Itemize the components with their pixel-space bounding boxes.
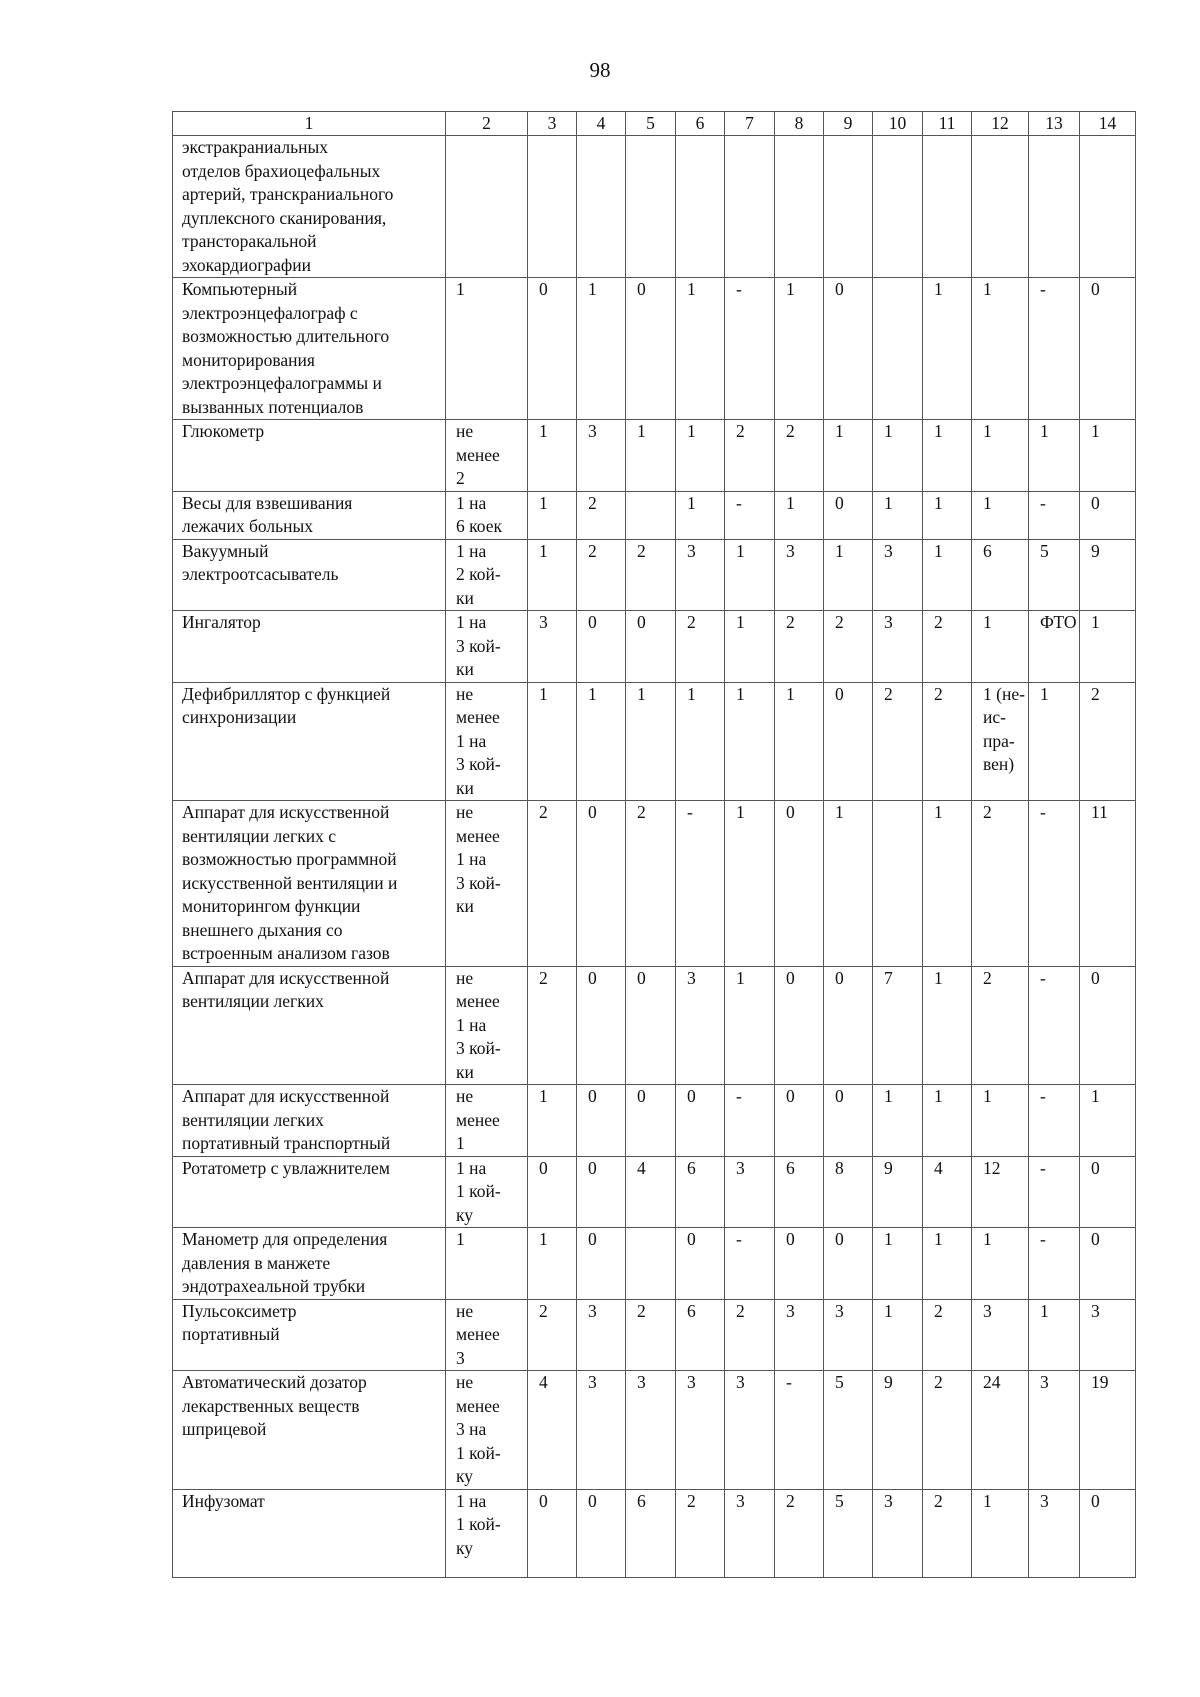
count-cell-col-8: 3 <box>775 539 824 611</box>
norm-cell <box>446 136 528 278</box>
count-cell-col-14: 0 <box>1080 966 1136 1085</box>
count-cell-col-7: 1 <box>725 966 775 1085</box>
count-cell-col-13 <box>1029 136 1080 278</box>
count-cell-col-6: 1 <box>676 420 725 492</box>
count-cell-col-8: 2 <box>775 420 824 492</box>
count-cell-col-7: - <box>725 491 775 539</box>
count-cell-col-7: 1 <box>725 539 775 611</box>
count-cell-col-11: 1 <box>923 1085 972 1157</box>
count-cell-col-4: 0 <box>577 1228 626 1300</box>
count-cell-col-4: 0 <box>577 801 626 967</box>
count-cell-col-12: 6 <box>972 539 1029 611</box>
count-cell-col-9: 0 <box>824 1228 873 1300</box>
count-cell-col-12: 1 <box>972 1228 1029 1300</box>
count-cell-col-14: 2 <box>1080 682 1136 801</box>
count-cell-col-3: 2 <box>528 966 577 1085</box>
count-cell-col-4 <box>577 136 626 278</box>
count-cell-col-11: 2 <box>923 611 972 683</box>
count-cell-col-4: 0 <box>577 1489 626 1577</box>
count-cell-col-6: 6 <box>676 1299 725 1371</box>
count-cell-col-11: 1 <box>923 278 972 420</box>
count-cell-col-4: 0 <box>577 966 626 1085</box>
count-cell-col-14 <box>1080 136 1136 278</box>
count-cell-col-13: 1 <box>1029 1299 1080 1371</box>
equipment-name-cell: Дефибриллятор с функцией синхронизации <box>173 682 446 801</box>
count-cell-col-6 <box>676 136 725 278</box>
count-cell-col-10: 9 <box>873 1371 923 1490</box>
equipment-name-cell: экстракраниальных отделов брахиоцефальных артерий, транскраниального дуплексного сканирования, трансторакальной эхокардиографии <box>173 136 446 278</box>
count-cell-col-11: 1 <box>923 966 972 1085</box>
count-cell-col-12: 3 <box>972 1299 1029 1371</box>
count-cell-col-12: 1 <box>972 1489 1029 1577</box>
count-cell-col-5: 0 <box>626 278 676 420</box>
count-cell-col-7: 3 <box>725 1489 775 1577</box>
count-cell-col-8: 0 <box>775 1228 824 1300</box>
count-cell-col-4: 1 <box>577 278 626 420</box>
count-cell-col-6: 0 <box>676 1085 725 1157</box>
norm-cell: 1 на 6 коек <box>446 491 528 539</box>
table-header-row <box>173 112 1136 136</box>
count-cell-col-7: - <box>725 1228 775 1300</box>
column-header-3: 3 <box>528 112 577 136</box>
count-cell-col-6: 3 <box>676 966 725 1085</box>
count-cell-col-11: 4 <box>923 1156 972 1228</box>
count-cell-col-11: 2 <box>923 1371 972 1490</box>
table-row <box>173 1299 1136 1371</box>
table-body <box>173 112 1136 1578</box>
table-row <box>173 491 1136 539</box>
count-cell-col-6: 2 <box>676 611 725 683</box>
count-cell-col-10: 3 <box>873 1489 923 1577</box>
table-row <box>173 801 1136 967</box>
count-cell-col-10: 7 <box>873 966 923 1085</box>
table-row <box>173 1085 1136 1157</box>
count-cell-col-12: 1 <box>972 1085 1029 1157</box>
count-cell-col-3: 1 <box>528 1085 577 1157</box>
equipment-name-cell: Весы для взвешивания лежачих больных <box>173 491 446 539</box>
count-cell-col-4: 3 <box>577 1299 626 1371</box>
column-header-13: 13 <box>1029 112 1080 136</box>
norm-cell: 1 на 2 кой- ки <box>446 539 528 611</box>
column-header-10: 10 <box>873 112 923 136</box>
count-cell-col-6: 2 <box>676 1489 725 1577</box>
page-number: 98 <box>589 58 611 82</box>
count-cell-col-14: 0 <box>1080 1489 1136 1577</box>
count-cell-col-4: 3 <box>577 420 626 492</box>
table-row <box>173 136 1136 278</box>
count-cell-col-13: - <box>1029 1156 1080 1228</box>
count-cell-col-10: 3 <box>873 611 923 683</box>
count-cell-col-9: 0 <box>824 278 873 420</box>
count-cell-col-3: 1 <box>528 539 577 611</box>
count-cell-col-6: 1 <box>676 491 725 539</box>
count-cell-col-7: 1 <box>725 682 775 801</box>
count-cell-col-11: 2 <box>923 1489 972 1577</box>
table-row <box>173 1156 1136 1228</box>
table-row <box>173 1228 1136 1300</box>
count-cell-col-14: 9 <box>1080 539 1136 611</box>
count-cell-col-10 <box>873 136 923 278</box>
count-cell-col-3: 2 <box>528 801 577 967</box>
count-cell-col-12: 2 <box>972 966 1029 1085</box>
count-cell-col-8: 1 <box>775 682 824 801</box>
count-cell-col-10: 1 <box>873 420 923 492</box>
count-cell-col-3: 0 <box>528 1489 577 1577</box>
equipment-name-cell: Аппарат для искусственной вентиляции легких портативный транспортный <box>173 1085 446 1157</box>
table-row <box>173 1371 1136 1490</box>
count-cell-col-7: 1 <box>725 611 775 683</box>
equipment-name-cell: Аппарат для искусственной вентиляции легких с возможностью программной искусственной вентиляции и мониторингом функции внешнего дыхания со встроенным анализом газов <box>173 801 446 967</box>
norm-cell: не менее 3 <box>446 1299 528 1371</box>
count-cell-col-5: 1 <box>626 682 676 801</box>
count-cell-col-12: 1 <box>972 611 1029 683</box>
norm-cell: не менее 1 на 3 кой- ки <box>446 966 528 1085</box>
count-cell-col-4: 0 <box>577 1085 626 1157</box>
column-header-9: 9 <box>824 112 873 136</box>
count-cell-col-9: 2 <box>824 611 873 683</box>
equipment-name-cell: Автоматический дозатор лекарственных веществ шприцевой <box>173 1371 446 1490</box>
count-cell-col-7: 2 <box>725 1299 775 1371</box>
norm-cell: не менее 1 на 3 кой- ки <box>446 682 528 801</box>
count-cell-col-4: 2 <box>577 491 626 539</box>
count-cell-col-8: 3 <box>775 1299 824 1371</box>
count-cell-col-13: - <box>1029 278 1080 420</box>
count-cell-col-4: 0 <box>577 611 626 683</box>
count-cell-col-5 <box>626 1228 676 1300</box>
column-header-2: 2 <box>446 112 528 136</box>
count-cell-col-10: 1 <box>873 1299 923 1371</box>
count-cell-col-9: 0 <box>824 1085 873 1157</box>
count-cell-col-13: 1 <box>1029 420 1080 492</box>
count-cell-col-11 <box>923 136 972 278</box>
count-cell-col-12 <box>972 136 1029 278</box>
column-header-8: 8 <box>775 112 824 136</box>
count-cell-col-6: 1 <box>676 278 725 420</box>
count-cell-col-5 <box>626 136 676 278</box>
count-cell-col-13: - <box>1029 1228 1080 1300</box>
count-cell-col-11: 2 <box>923 1299 972 1371</box>
count-cell-col-5 <box>626 491 676 539</box>
count-cell-col-8: 2 <box>775 611 824 683</box>
count-cell-col-3: 0 <box>528 1156 577 1228</box>
count-cell-col-14: 0 <box>1080 278 1136 420</box>
count-cell-col-13: - <box>1029 801 1080 967</box>
count-cell-col-3: 1 <box>528 420 577 492</box>
count-cell-col-4: 1 <box>577 682 626 801</box>
table-row <box>173 611 1136 683</box>
count-cell-col-10: 2 <box>873 682 923 801</box>
count-cell-col-7: 3 <box>725 1371 775 1490</box>
count-cell-col-3: 1 <box>528 682 577 801</box>
count-cell-col-9: 0 <box>824 491 873 539</box>
count-cell-col-7: 2 <box>725 420 775 492</box>
count-cell-col-7: - <box>725 1085 775 1157</box>
count-cell-col-5: 6 <box>626 1489 676 1577</box>
count-cell-col-12: 1 <box>972 420 1029 492</box>
norm-cell: не менее 3 на 1 кой- ку <box>446 1371 528 1490</box>
count-cell-col-10: 9 <box>873 1156 923 1228</box>
count-cell-col-13: - <box>1029 1085 1080 1157</box>
count-cell-col-9: 5 <box>824 1489 873 1577</box>
count-cell-col-13: 3 <box>1029 1371 1080 1490</box>
count-cell-col-13: 5 <box>1029 539 1080 611</box>
count-cell-col-13: - <box>1029 491 1080 539</box>
count-cell-col-12: 1 (не- ис- пра- вен) <box>972 682 1029 801</box>
count-cell-col-9: 5 <box>824 1371 873 1490</box>
count-cell-col-7: 3 <box>725 1156 775 1228</box>
count-cell-col-9: 3 <box>824 1299 873 1371</box>
count-cell-col-12: 1 <box>972 278 1029 420</box>
equipment-name-cell: Пульсоксиметр портативный <box>173 1299 446 1371</box>
count-cell-col-4: 2 <box>577 539 626 611</box>
count-cell-col-3: 1 <box>528 1228 577 1300</box>
count-cell-col-8: - <box>775 1371 824 1490</box>
column-header-14: 14 <box>1080 112 1136 136</box>
count-cell-col-5: 2 <box>626 539 676 611</box>
column-header-6: 6 <box>676 112 725 136</box>
equipment-name-cell: Аппарат для искусственной вентиляции легких <box>173 966 446 1085</box>
count-cell-col-12: 1 <box>972 491 1029 539</box>
count-cell-col-14: 19 <box>1080 1371 1136 1490</box>
count-cell-col-3: 1 <box>528 491 577 539</box>
equipment-name-cell: Ингалятор <box>173 611 446 683</box>
count-cell-col-14: 3 <box>1080 1299 1136 1371</box>
count-cell-col-9: 1 <box>824 420 873 492</box>
count-cell-col-8: 0 <box>775 966 824 1085</box>
equipment-table <box>172 111 1136 1578</box>
equipment-name-cell: Манометр для определения давления в манжете эндотрахеальной трубки <box>173 1228 446 1300</box>
column-header-4: 4 <box>577 112 626 136</box>
count-cell-col-4: 0 <box>577 1156 626 1228</box>
count-cell-col-8: 2 <box>775 1489 824 1577</box>
column-header-12: 12 <box>972 112 1029 136</box>
count-cell-col-5: 1 <box>626 420 676 492</box>
count-cell-col-12: 2 <box>972 801 1029 967</box>
table-row <box>173 278 1136 420</box>
count-cell-col-11: 2 <box>923 682 972 801</box>
count-cell-col-5: 2 <box>626 801 676 967</box>
table-row <box>173 966 1136 1085</box>
table-row <box>173 420 1136 492</box>
equipment-name-cell: Ротатометр с увлажнителем <box>173 1156 446 1228</box>
count-cell-col-5: 0 <box>626 1085 676 1157</box>
table-row <box>173 682 1136 801</box>
equipment-name-cell: Компьютерный электроэнцефалограф с возможностью длительного мониторирования электроэнцефалограммы и вызванных потенциалов <box>173 278 446 420</box>
count-cell-col-10: 1 <box>873 1085 923 1157</box>
norm-cell: не менее 1 на 3 кой- ки <box>446 801 528 967</box>
count-cell-col-6: 6 <box>676 1156 725 1228</box>
count-cell-col-12: 24 <box>972 1371 1029 1490</box>
column-header-5: 5 <box>626 112 676 136</box>
count-cell-col-12: 12 <box>972 1156 1029 1228</box>
column-header-1: 1 <box>173 112 446 136</box>
count-cell-col-10 <box>873 278 923 420</box>
count-cell-col-8 <box>775 136 824 278</box>
norm-cell: 1 <box>446 1228 528 1300</box>
equipment-name-cell: Вакуумный электроотсасыватель <box>173 539 446 611</box>
count-cell-col-5: 2 <box>626 1299 676 1371</box>
count-cell-col-4: 3 <box>577 1371 626 1490</box>
count-cell-col-11: 1 <box>923 491 972 539</box>
norm-cell: 1 на 3 кой- ки <box>446 611 528 683</box>
count-cell-col-6: 3 <box>676 1371 725 1490</box>
count-cell-col-14: 0 <box>1080 1156 1136 1228</box>
count-cell-col-13: - <box>1029 966 1080 1085</box>
norm-cell: не менее 1 <box>446 1085 528 1157</box>
norm-cell: 1 <box>446 278 528 420</box>
count-cell-col-9 <box>824 136 873 278</box>
count-cell-col-13: 1 <box>1029 682 1080 801</box>
equipment-name-cell: Глюкометр <box>173 420 446 492</box>
column-header-11: 11 <box>923 112 972 136</box>
count-cell-col-3: 2 <box>528 1299 577 1371</box>
norm-cell: 1 на 1 кой- ку <box>446 1156 528 1228</box>
count-cell-col-14: 11 <box>1080 801 1136 967</box>
count-cell-col-3: 3 <box>528 611 577 683</box>
count-cell-col-7: 1 <box>725 801 775 967</box>
count-cell-col-6: - <box>676 801 725 967</box>
count-cell-col-9: 1 <box>824 539 873 611</box>
count-cell-col-3: 0 <box>528 278 577 420</box>
count-cell-col-5: 3 <box>626 1371 676 1490</box>
table-row <box>173 1489 1136 1577</box>
count-cell-col-6: 1 <box>676 682 725 801</box>
count-cell-col-8: 1 <box>775 491 824 539</box>
count-cell-col-14: 0 <box>1080 491 1136 539</box>
count-cell-col-6: 3 <box>676 539 725 611</box>
count-cell-col-9: 8 <box>824 1156 873 1228</box>
count-cell-col-11: 1 <box>923 420 972 492</box>
count-cell-col-13: 3 <box>1029 1489 1080 1577</box>
count-cell-col-13: ФТО <box>1029 611 1080 683</box>
count-cell-col-10: 3 <box>873 539 923 611</box>
count-cell-col-7 <box>725 136 775 278</box>
count-cell-col-3 <box>528 136 577 278</box>
count-cell-col-14: 1 <box>1080 611 1136 683</box>
count-cell-col-9: 0 <box>824 682 873 801</box>
norm-cell: 1 на 1 кой- ку <box>446 1489 528 1577</box>
column-header-7: 7 <box>725 112 775 136</box>
count-cell-col-10 <box>873 801 923 967</box>
count-cell-col-11: 1 <box>923 1228 972 1300</box>
count-cell-col-11: 1 <box>923 801 972 967</box>
equipment-name-cell: Инфузомат <box>173 1489 446 1577</box>
count-cell-col-8: 1 <box>775 278 824 420</box>
count-cell-col-11: 1 <box>923 539 972 611</box>
count-cell-col-7: - <box>725 278 775 420</box>
count-cell-col-9: 1 <box>824 801 873 967</box>
count-cell-col-5: 0 <box>626 611 676 683</box>
count-cell-col-5: 4 <box>626 1156 676 1228</box>
count-cell-col-14: 1 <box>1080 420 1136 492</box>
count-cell-col-14: 0 <box>1080 1228 1136 1300</box>
count-cell-col-5: 0 <box>626 966 676 1085</box>
table-row <box>173 539 1136 611</box>
count-cell-col-9: 0 <box>824 966 873 1085</box>
norm-cell: не менее 2 <box>446 420 528 492</box>
count-cell-col-14: 1 <box>1080 1085 1136 1157</box>
count-cell-col-8: 0 <box>775 801 824 967</box>
count-cell-col-10: 1 <box>873 491 923 539</box>
count-cell-col-10: 1 <box>873 1228 923 1300</box>
count-cell-col-8: 6 <box>775 1156 824 1228</box>
count-cell-col-3: 4 <box>528 1371 577 1490</box>
count-cell-col-6: 0 <box>676 1228 725 1300</box>
count-cell-col-8: 0 <box>775 1085 824 1157</box>
